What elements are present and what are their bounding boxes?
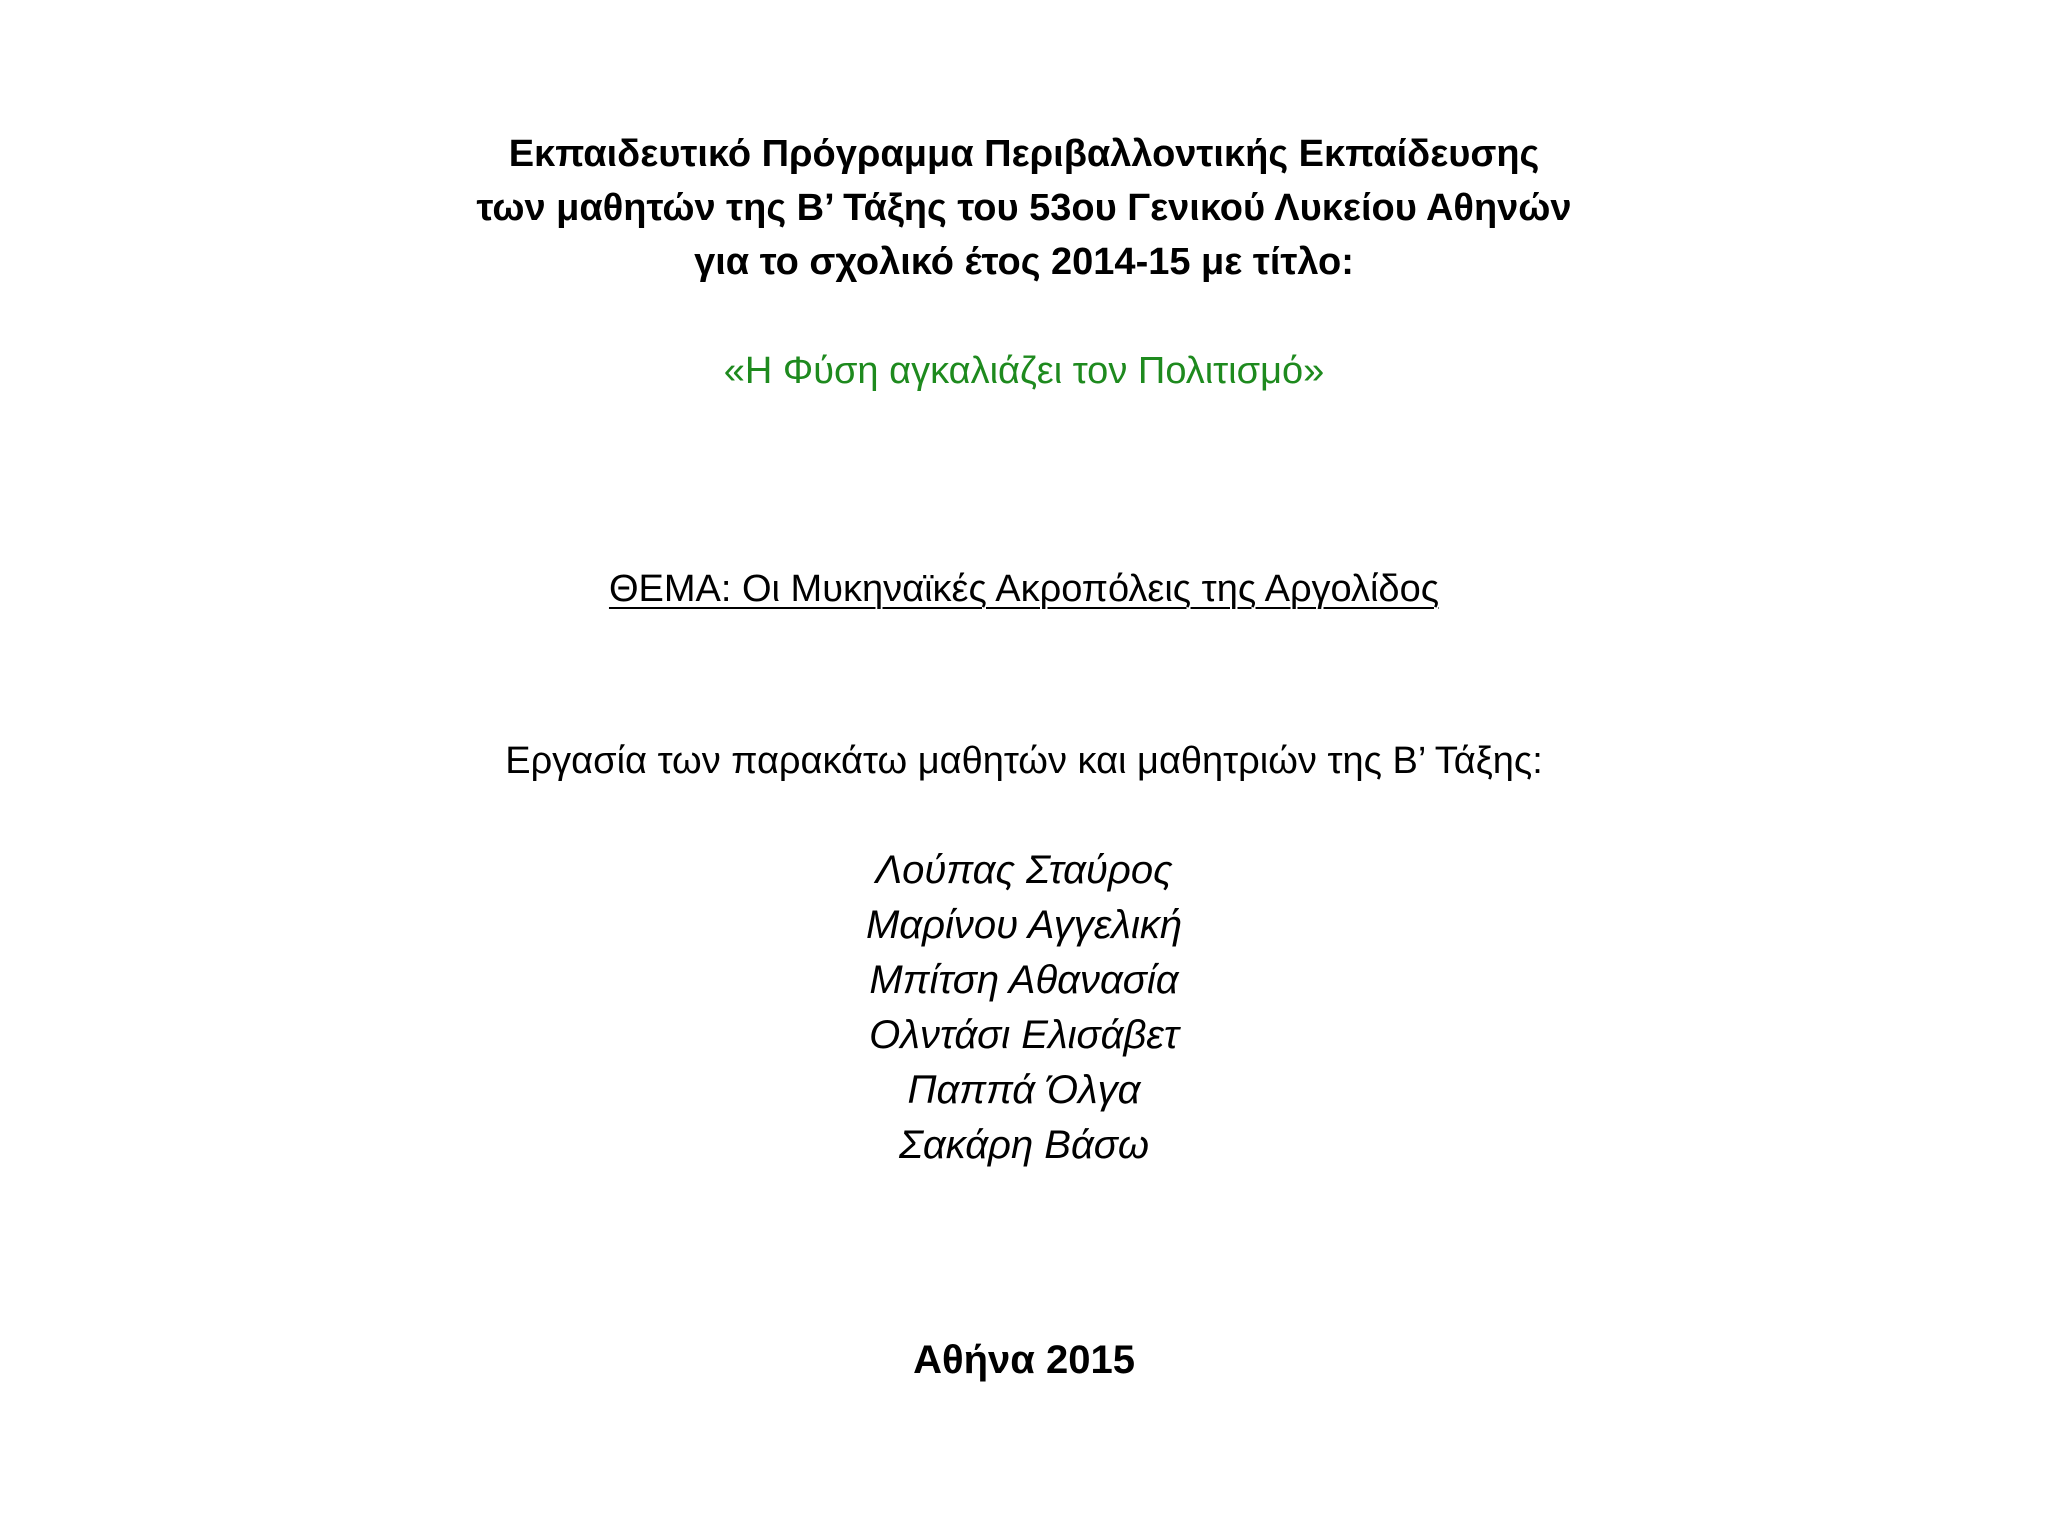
program-title: «Η Φύση αγκαλιάζει τον Πολιτισμό» bbox=[723, 350, 1325, 392]
header-line-1: Εκπαιδευτικό Πρόγραμμα Περιβαλλοντικής Εκπαίδευσης bbox=[508, 133, 1540, 175]
student-name-5: Παππά Όλγα bbox=[907, 1068, 1141, 1112]
student-name-6: Σακάρη Βάσω bbox=[898, 1123, 1150, 1167]
header-line-2: των μαθητών της Β’ Τάξης του 53ου Γενικού Λυκείου Αθηνών bbox=[476, 187, 1572, 229]
place-date-footer: Αθήνα 2015 bbox=[913, 1338, 1135, 1382]
topic-heading: ΘΕΜΑ: Οι Μυκηναϊκές Ακροπόλεις της Αργολίδος bbox=[608, 568, 1440, 610]
student-name-2: Μαρίνου Αγγελική bbox=[865, 903, 1183, 947]
student-name-3: Μπίτση Αθανασία bbox=[869, 958, 1179, 1002]
student-name-4: Ολντάσι Ελισάβετ bbox=[869, 1013, 1179, 1057]
students-intro: Εργασία των παρακάτω μαθητών και μαθητριών της Β’ Τάξης: bbox=[505, 740, 1543, 782]
student-name-1: Λούπας Σταύρος bbox=[875, 848, 1173, 892]
header-line-3: για το σχολικό έτος 2014-15 με τίτλο: bbox=[694, 241, 1354, 283]
